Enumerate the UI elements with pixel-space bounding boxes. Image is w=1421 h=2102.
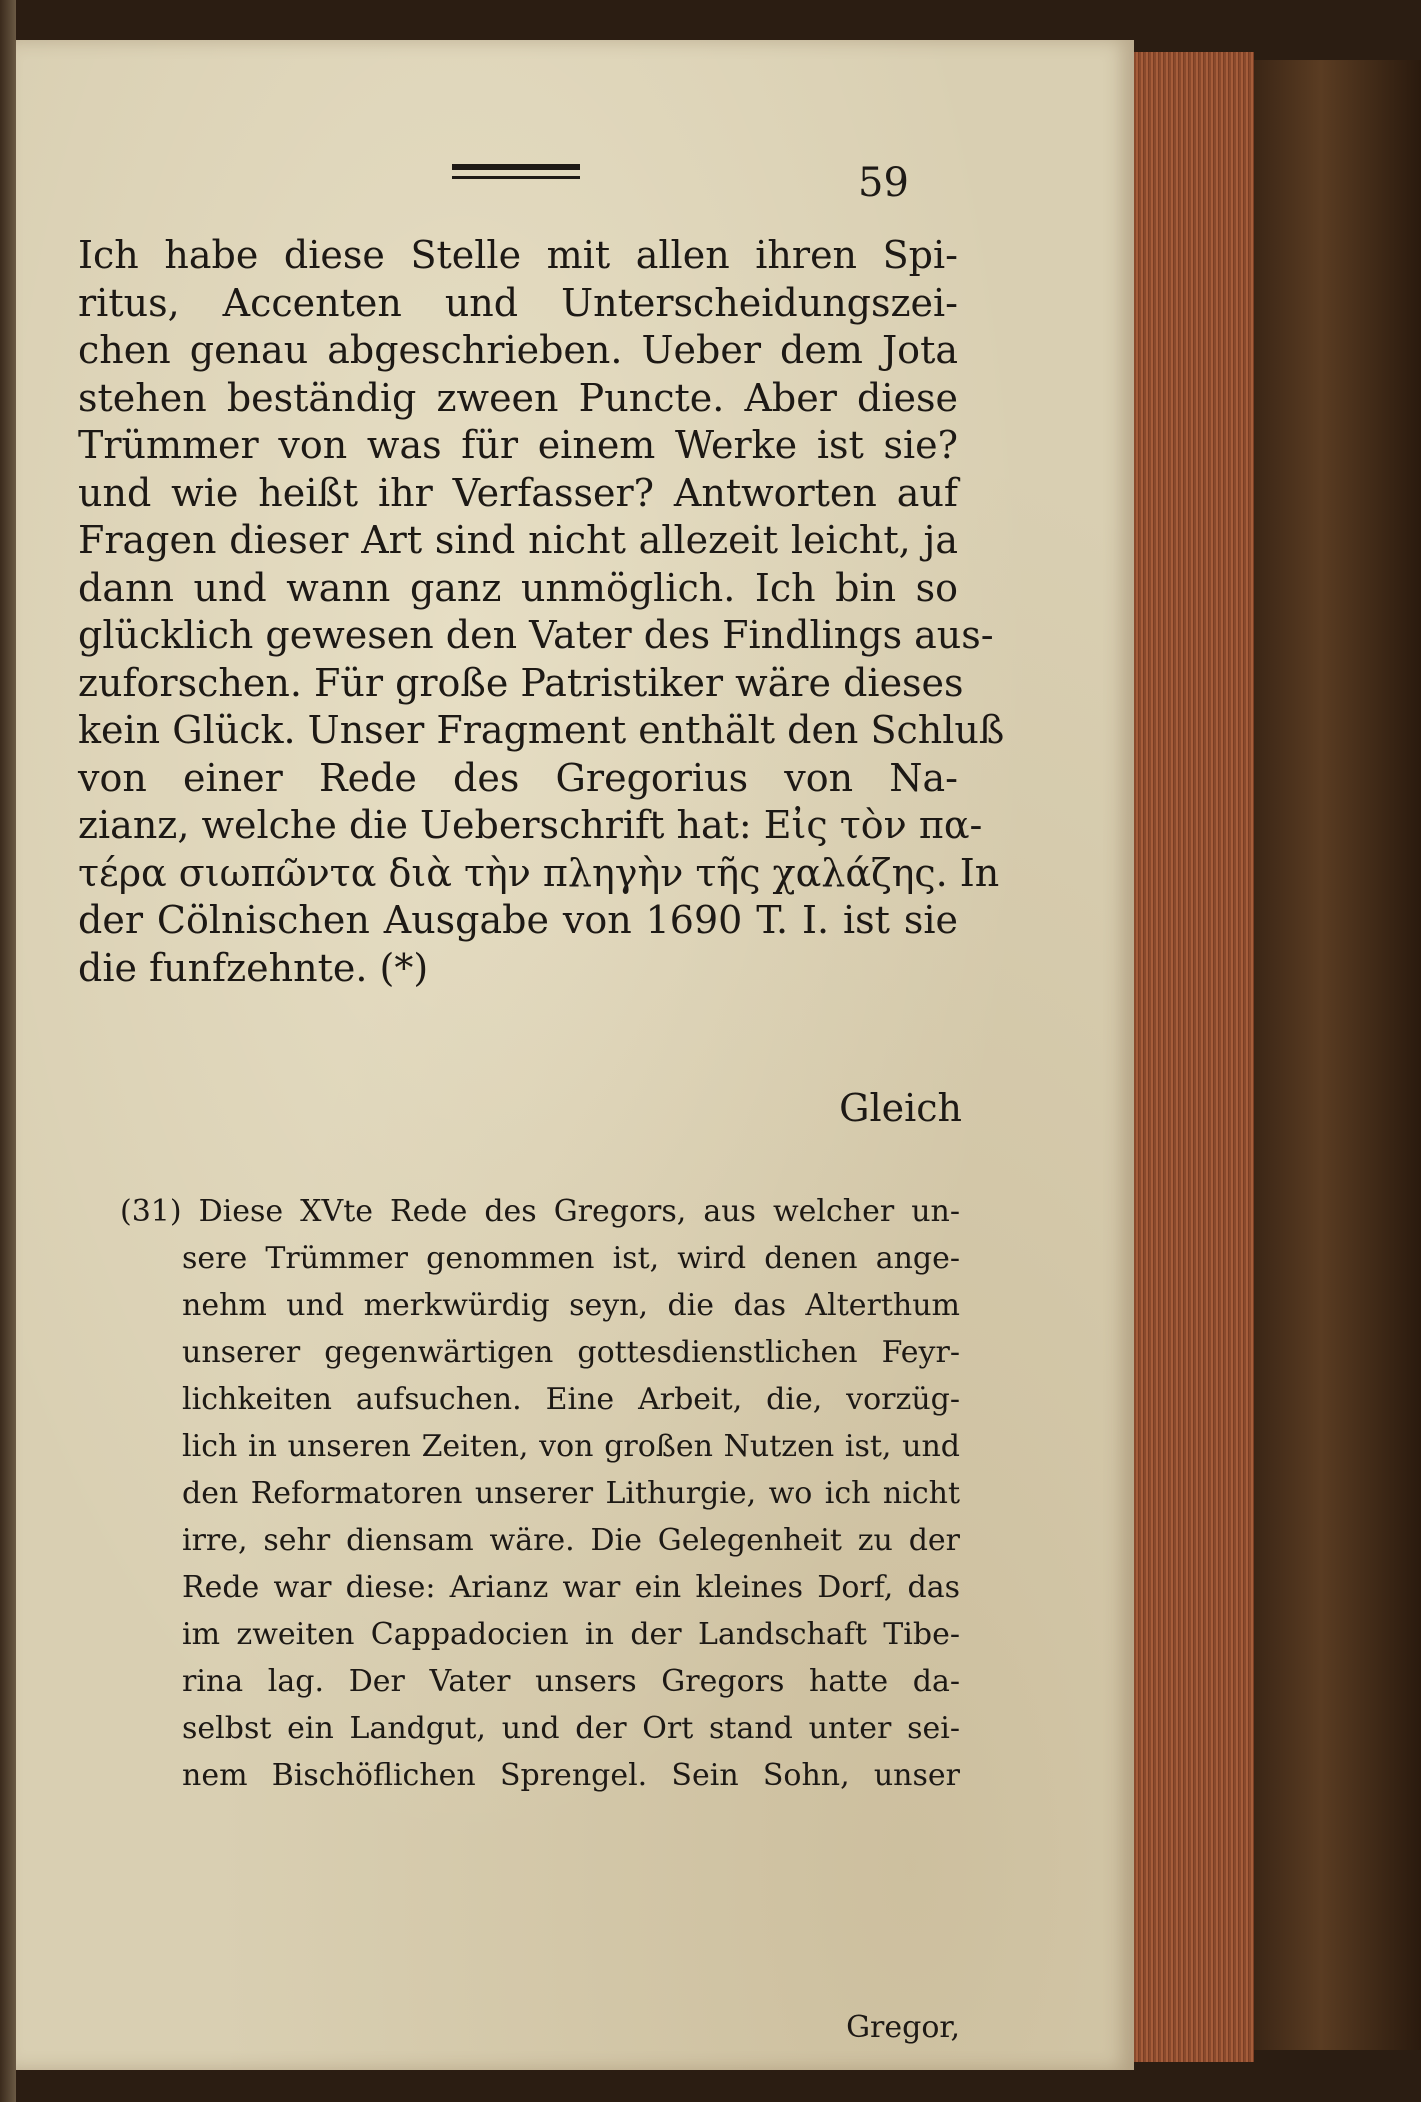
footnote-line: den Reformatoren unserer Lithurgie, wo ich nicht [182,1476,960,1511]
footnote-line: selbst ein Landgut, und der Ort stand unter sei- [182,1711,960,1746]
footnote-line: rina lag. Der Vater unsers Gregors hatte da- [182,1664,960,1699]
text-line: dann und wann ganz unmöglich. Ich bin so [78,565,958,610]
text-line: Trümmer von was für einem Werke ist sie? [78,423,958,467]
text-line: zianz, welche die Ueberschrift hat: Εἰς τὸν πα- [78,803,983,847]
text-line: stehen beständig zween Puncte. Aber diese [78,375,958,420]
text-line: zuforschen. Für große Patristiker wäre dieses [78,660,964,705]
footnote-line: sere Trümmer genommen ist, wird denen ange- [182,1241,960,1276]
page-block-edges [1134,52,1254,2062]
footnote-line: Rede war diese: Arianz war ein kleines Dorf, das [182,1570,960,1605]
footnote-line: nehm und merkwürdig seyn, die das Alterthum [182,1288,960,1323]
text-line: von einer Rede des Gregorius von Na- [78,755,958,800]
main-text [78,232,1005,992]
text-line: der Cölnischen Ausgabe von 1690 T. I. ist sie [78,898,958,942]
text-line: τέρα σιωπῶντα διὰ τὴν πληγὴν τῆς χαλάζης. In [78,850,1000,895]
catchword: Gleich [839,1086,962,1130]
footnote-line: im zweiten Cappadocien in der Landschaft Tibe- [182,1617,960,1652]
footnote-line: nem Bischöflichen Sprengel. Sein Sohn, unser [182,1758,960,1793]
book-left-edge [0,0,16,2102]
footnote-line: lich in unseren Zeiten, von großen Nutzen ist, und [182,1429,960,1464]
footnote-line: (31) Diese XVte Rede des Gregors, aus welcher un- [120,1194,960,1229]
footnote-line: lichkeiten aufsuchen. Eine Arbeit, die, vorzüg- [182,1382,960,1417]
header-rule [452,160,580,190]
footnote [120,1188,960,1799]
footnote-line: unserer gegenwärtigen gottesdienstlichen Feyr- [182,1335,960,1370]
text-line: die funfzehnte. (*) [78,945,429,990]
footnote-line: irre, sehr diensam wäre. Die Gelegenheit zu der [182,1523,960,1558]
page-number: 59 [858,160,909,206]
text-line: und wie heißt ihr Verfasser? Antworten auf [78,470,958,515]
text-line: kein Glück. Unser Fragment enthält den Schluß [78,708,1005,752]
text-line: Ich habe diese Stelle mit allen ihren Spi- [78,233,958,277]
text-line: ritus, Accenten und Unterscheidungszei- [78,280,958,325]
text-line: chen genau abgeschrieben. Ueber dem Jota [78,328,958,372]
footnote-catchword: Gregor, [846,2010,960,2045]
book-cover [1254,60,1421,2050]
text-line: glücklich gewesen den Vater des Findlings aus- [78,613,994,657]
text-line: Fragen dieser Art sind nicht allezeit leicht, ja [78,518,958,562]
